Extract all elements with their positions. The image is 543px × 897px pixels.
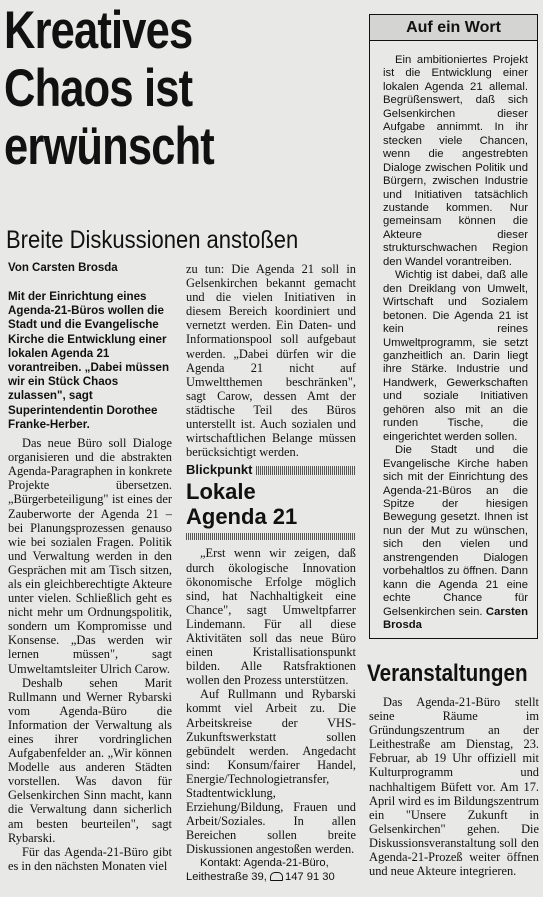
blickpunkt-title [186,479,356,529]
contact-line: Leithestraße 39, [186,870,267,883]
blickpunkt-label-text: Blickpunkt [186,462,253,478]
body-paragraph: „Erst wenn wir zeigen, daß durch ökologische Innovation ökonomische Erfolge möglich sind, hat Nachhaltigkeit eine Chance", sagt Umweltpfarrer Lindemann. Für all diese Aktivitäten soll das neue Büro einen Kristallisationspunkt bilden. Alle Ratsfraktionen wollen den Prozess unterstützen. [186,546,356,688]
events-title: Veranstaltungen [367,660,528,687]
body-paragraph: Das neue Büro soll Dialoge organisieren und die abstrakten Agenda-Paragraphen in konkrete Projekte übersetzen. „Bürgerbeteiligung" ist eines der Zauberworte der Agenda 21 – bei Planungsprozessen genauso wie bei sozialen Fragen. Politik und Verwaltung werden in den Gesprächen mit am Tisch sitzen, als ein gleichberechtigte Akteure unter vielen. Schließlich geht es nicht mehr um Ordnungspolitik, sondern um Kompromisse und Konsense. „Das werden wir lernen müssen", sagt Umweltamtsleiter Ulrich Carow. [8,436,172,676]
body-paragraph: zu tun: Die Agenda 21 soll in Gelsenkirchen bekannt gemacht und die vielen Initiativen in diesem Bereich koordiniert und vernetzt werden. Ein Daten- und Informationspool soll aufgebaut werden. „Dabei dürfen wir die Agenda 21 nicht auf Umweltthemen beschränken", sagt Carow, dessen Amt der städtische Teil des Büros unterstellt ist. Auch sozialen und wirtschaftlichen Belange müssen berücksichtigt werden. [186,262,356,460]
commentary-paragraph: Wichtig ist dabei, daß alle den Dreiklang von Umwelt, Wirtschaft und Sozialem betonen. Die Agenda 21 ist kein reines Umweltprogramm, sie setzt ganzheitlich an. Darin liegt ihre Stärke. Industrie und Handwerk, Gewerkschaften und soziale Initiativen gehören also mit an die runden Tische, die eingerichtet werden sollen. [383,269,528,443]
contact-info [186,857,356,884]
byline: Von Carsten Brosda [8,262,118,274]
blickpunkt-label [186,463,356,477]
hatch-rule [256,466,356,475]
phone-number: 147 91 30 [284,870,335,883]
subheadline: Breite Diskussionen anstoßen [6,226,299,254]
commentary-title: Auf ein Wort [370,15,537,41]
lead-paragraph: Mit der Einrichtung eines Agenda-21-Büros wollen die Stadt und die Evangelische Kirche die Entwicklung einer lokalen Agenda 21 vorantreiben. „Dabei müssen wir ein Stück Chaos zulassen", sagt Superintendentin Dorothee Franke-Herber. [8,290,170,431]
hatch-rule [186,533,356,540]
events-column [369,695,539,878]
blickpunkt-section [186,463,356,884]
headline [4,2,299,176]
author-signature: Carsten Brosda [383,605,528,632]
headline-line: Kreatives [4,1,193,60]
commentary-body [383,54,528,632]
body-paragraph: Deshalb sehen Marit Rullmann und Werner Rybarski vom Agenda-Büro die Information der Verwaltung als eines ihrer vordringlichen Aufgabenfelder an. „Wir können Modelle aus anderen Städten vorstellen. Was davon für Gelsenkirchen Sinn macht, kann die Verwaltung dann sicherlich am besten beurteilen", sagt Rybarski. [8,675,172,845]
body-paragraph: Für das Agenda-21-Büro gibt es in den nächsten Monaten viel [8,844,172,873]
article-column-2 [186,262,356,884]
telephone-icon [270,872,283,881]
blickpunkt-title-line: Lokale [186,479,256,505]
headline-line: Chaos ist [4,59,193,118]
article-column-1 [8,290,172,873]
contact-line: Kontakt: Agenda-21-Büro, [200,857,329,870]
blickpunkt-title-line: Agenda 21 [186,504,298,530]
commentary-paragraph: Ein ambitioniertes Projekt ist die Entwicklung einer lokalen Agenda 21 allemal. Begrüßenswert, daß sich Gelsenkirchen dieser Aufgabe annimmt. In ihr stecken viele Chancen, wenn die angestrebten Dialoge zwischen Politik und Bürgern, zwischen Industrie und Initiativen tatsächlich zustande kommen. Nur gemeinsam können die Akteure dieser strukturschwachen Region den Wandel vorantreiben. [383,54,528,268]
commentary-text: Die Stadt und die Evangelische Kirche haben sich mit der Einrichtung des Agenda-21-Büros an die Spitze der hiesigen Bewegung gesetzt. Ihnen ist nun der Mut zu wünschen, sich den vielen und anstrengenden Dialogen vorbehaltlos zu öffnen. Dann kann die Agenda 21 eine echte Chance für Gelsenkirchen sein. [383,444,528,618]
events-paragraph: Das Agenda-21-Büro stellt seine Räume im Gründungszentrum an der Leithestraße am Dienstag, 23. Februar, ab 19 Uhr offiziell mit Kulturprogramm und nachhaltigem Büfett vor. Am 17. April wird es im Bildungszentrum ein "Unsere Zukunft in Gelsenkirchen" gehen. Die Diskussionsveranstaltung soll den Agenda-21-Prozeß weiter öffnen und neue Akteure integrieren. [369,695,540,879]
commentary-box [369,14,538,639]
commentary-paragraph [383,444,528,632]
body-paragraph: Auf Rullmann und Rybarski kommt viel Arbeit zu. Die Arbeitskreise der VHS-Zukunftswerkstatt sollen gebündelt werden. Angedacht sind: Konsum/fairer Handel, Energie/Technologietransfer, Stadtentwicklung, Erziehung/Bildung, Frauen und Arbeit/Soziales. In allen Bereichen sollen breite Diskussionen angestoßen werden. [186,687,356,857]
headline-line: erwünscht [4,117,214,176]
